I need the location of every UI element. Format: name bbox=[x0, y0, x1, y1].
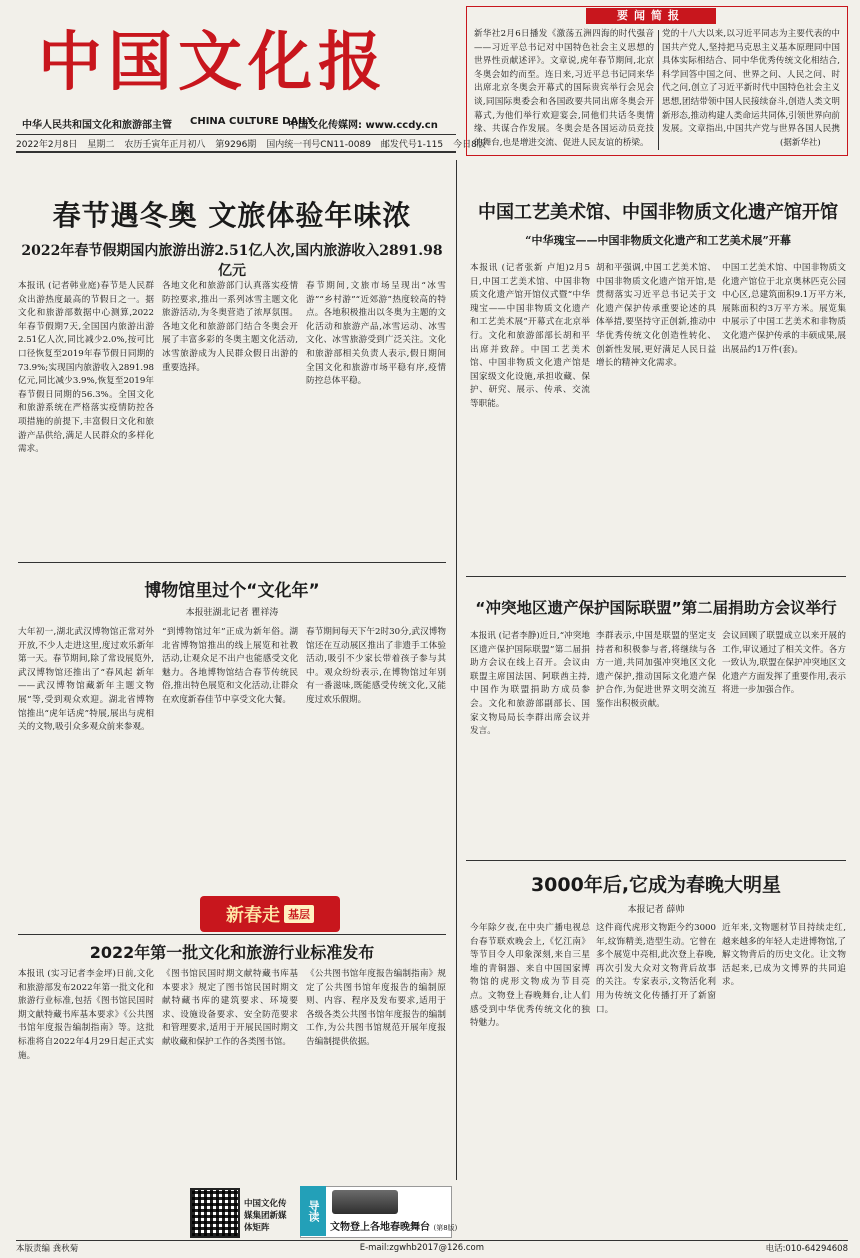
page-count: 今日8版 bbox=[453, 139, 486, 150]
guide-photo bbox=[332, 1190, 398, 1214]
masthead-title: 中国文化报 bbox=[38, 25, 388, 100]
footer-editor: 本版责编 龚秋菊 bbox=[16, 1244, 79, 1254]
briefs-header: 要闻简报 bbox=[586, 8, 716, 24]
standards-body-col-3: 《公共图书馆年度报告编制指南》规定了公共图书馆年度报告的编制原则、内容、程序及发布要求,适用于各级各类公共图书馆年度报告的编制工作,为公共图书馆规范开展年度报告编制提供依据。 bbox=[306, 969, 446, 1047]
weekday: 星期二 bbox=[87, 139, 115, 150]
craft-headline: 中国工艺美术馆、中国非物质文化遗产馆开馆 bbox=[478, 202, 838, 223]
museum-body-col-3: 春节期间每天下午2时30分,武汉博物馆还在互动展区推出了非遗手工体验活动,吸引不少家长带着孩子参与其中。观众纷纷表示,在博物馆过年别有一番滋味,既能感受传统文化,又能度过欢乐假期。 bbox=[306, 627, 446, 705]
guide-title[interactable] bbox=[330, 1218, 457, 1233]
footer bbox=[16, 1240, 848, 1255]
museum-body-col-1: 大年初一,湖北武汉博物馆正常对外开放,不少人走进这里,度过欢乐新年第一天。春节期间,除了常设展览外,武汉博物馆还推出了“春风起 新年——武汉博物馆藏新年主题文物展”等,受到观众欢迎。湖北省博物馆推出“虎年话虎”特展,展出与虎相关的文物,吸引众多观众前来参观。 bbox=[18, 627, 154, 733]
guide-page: (第8版) bbox=[433, 1224, 458, 1232]
tiger-byline: 本报记者 薛帅 bbox=[627, 905, 685, 915]
footer-phone: 电话:010-64294608 bbox=[765, 1244, 848, 1254]
craft-body-col-2: 胡和平强调,中国工艺美术馆、中国非物质文化遗产馆开馆,是贯彻落实习近平总书记关于文化遗产保护传承重要论述的具体举措,要坚持守正创新,推动中华优秀传统文化创造性转化、创新性发展,更好满足人民日益增长的精神文化需求。 bbox=[596, 263, 716, 369]
new-year-grassroots-banner bbox=[200, 896, 340, 932]
coalition-headline: “冲突地区遗产保护国际联盟”第二届捐助方会议举行 bbox=[475, 599, 837, 617]
briefs-source: (据新华社) bbox=[780, 138, 821, 148]
qr-label: 中国文化传媒集团新媒体矩阵 bbox=[244, 1199, 287, 1233]
lead-bottom-rule bbox=[18, 562, 446, 563]
date: 2022年2月8日 bbox=[16, 139, 78, 150]
lunar-date: 农历壬寅年正月初八 bbox=[124, 139, 206, 150]
briefs-divider bbox=[658, 30, 659, 150]
craft-bottom-rule bbox=[466, 576, 846, 577]
museum-byline: 本报驻湖北记者 瞿祥涛 bbox=[185, 608, 279, 618]
footer-email: E-mail:zgwhb2017@126.com bbox=[359, 1243, 485, 1253]
masthead-sponsor: 中华人民共和国文化和旅游部主管 bbox=[22, 120, 172, 131]
museum-headline: 博物馆里过个“文化年” bbox=[144, 581, 320, 601]
briefs-col-1: 新华社2月6日播发《激荡五洲四海的时代强音——习近平总书记对中国特色社会主义思想的世界性贡献述评》。文章说,虎年春节期间,北京冬奥会如约而至。连日来,习近平总书记同来华出席北京冬奥会开幕式的国际贵宾举行会见会谈,同国际奥委会和各国政要共同出席冬奥会开幕式,为他们举行欢迎宴会,同他们共话冬奥情缘、共谋合作发展。冬奥会是各国运动员竞技的舞台,也是增进交流、促进人民友谊的桥梁。 bbox=[474, 29, 654, 148]
masthead-website: 中国文化传媒网: www.ccdy.cn bbox=[288, 120, 438, 131]
dateline bbox=[16, 134, 486, 153]
tiger-body-col-2: 这件商代虎形文物距今约3000年,纹饰精美,造型生动。它曾在多个展览中亮相,此次登上春晚,再次引发大众对文物背后故事的关注。专家表示,文物活化利用为传统文化传播打开了新窗口。 bbox=[596, 923, 716, 1015]
lead-subheadline: 2022年春节假期国内旅游出游2.51亿人次,国内旅游收入2891.98亿元 bbox=[21, 243, 443, 279]
tiger-body-col-1: 今年除夕夜,在中央广播电视总台春节联欢晚会上,《忆江南》等节目令人印象深刻,来自三星堆的青铜器、来自中国国家博物馆的虎形文物成为节目亮点。文物登上春晚舞台,让人们感受到中华优秀传统文化的独特魅力。 bbox=[470, 923, 590, 1029]
qr-code[interactable] bbox=[190, 1188, 240, 1238]
museum-bottom-rule bbox=[18, 934, 446, 935]
lead-body-col-1: 本报讯 (记者韩业庭)春节是人民群众出游热度最高的节假日之一。据文化和旅游部数据中心测算,2022年春节假期7天,全国国内旅游出游2.51亿人次,同比减少2.0%,按可比口径恢复至2019年春节假日同期的73.9%;实现国内旅游收入2891.98亿元,同比减少3.9%,恢复至2019年春节假日同期的56.3%。全国文化和旅游系统在严格落实疫情防控各项措施的前提下,丰富假日文化和旅游产品供给,满足人民群众的多样化需求。 bbox=[18, 281, 154, 455]
museum-body-col-2: “到博物馆过年”正成为新年俗。湖北省博物馆推出的线上展览和社教活动,让观众足不出户也能感受文化魅力。各地博物馆结合春节传统民俗,推出特色展览和文化活动,让群众在欢度新春佳节中享受文化大餐。 bbox=[162, 627, 298, 705]
tiger-body-col-3: 近年来,文物题材节目持续走红,越来越多的年轻人走进博物馆,了解文物背后的历史文化。让文物活起来,已成为文博界的共同追求。 bbox=[722, 923, 846, 988]
issue-number: 第9296期 bbox=[215, 139, 257, 150]
standards-headline: 2022年第一批文化和旅游行业标准发布 bbox=[89, 943, 375, 962]
lead-headline: 春节遇冬奥 文旅体验年味浓 bbox=[52, 199, 412, 232]
craft-body-col-3: 中国工艺美术馆、中国非物质文化遗产馆位于北京奥林匹克公园中心区,总建筑面积9.1万平方米,展陈面积约3万平方米。展览集中展示了中国工艺美术和非物质文化遗产保护传承的丰硕成果,展出展品约1万件(套)。 bbox=[722, 263, 846, 355]
coalition-body-col-1: 本报讯 (记者李静)近日,“冲突地区遗产保护国际联盟”第二届捐助方会议在线上召开。会议由联盟主席国法国、阿联酋主持,中国作为联盟捐助方成员参会。文化和旅游部副部长、国家文物局局长李群出席会议并发言。 bbox=[470, 631, 590, 737]
craft-body-col-1: 本报讯 (记者张新 卢旭)2月5日,中国工艺美术馆、中国非物质文化遗产馆开馆仪式暨“中华瑰宝——中国非物质文化遗产和工艺美术展”开幕式在北京举行。文化和旅游部部长胡和平出席并致辞。中国工艺美术馆、中国非物质文化遗产馆是国家级文化设施,承担收藏、保护、研究、展示、传承、交流等职能。 bbox=[470, 263, 590, 409]
banner-tag: 基层 bbox=[284, 905, 314, 923]
guide-title-text: 文物登上各地春晚舞台 bbox=[330, 1222, 430, 1233]
masthead-english: CHINA CULTURE DAILY bbox=[190, 116, 314, 127]
standards-body-col-2: 《图书馆民国时期文献特藏书库基本要求》规定了图书馆民国时期文献特藏书库的建筑要求、环境要求、设施设备要求、安全防范要求和管理要求,适用于开展民国时期文献收藏和保护工作的各类图书馆。 bbox=[162, 969, 298, 1047]
banner-main-text: 新春走 bbox=[226, 905, 280, 926]
standards-body-col-1: 本报讯 (实习记者李金坪)日前,文化和旅游部发布2022年第一批文化和旅游行业标准,包括《图书馆民国时期文献特藏书库基本要求》《公共图书馆年度报告编制指南》等。这批标准将自2022年4月29日起正式实施。 bbox=[18, 969, 154, 1061]
main-column-divider bbox=[456, 160, 457, 1180]
tiger-headline: 3000年后,它成为春晚大明星 bbox=[530, 874, 782, 896]
coalition-bottom-rule bbox=[466, 860, 846, 861]
coalition-body-col-2: 李群表示,中国是联盟的坚定支持者和积极参与者,将继续与各方一道,共同加强冲突地区文化遗产保护,推动国际文化遗产保护合作,为促进世界文明交流互鉴作出积极贡献。 bbox=[596, 631, 716, 709]
briefs-col-2: 党的十八大以来,以习近平同志为主要代表的中国共产党人,坚持把马克思主义基本原理同中国具体实际相结合、同中华优秀传统文化相结合,科学回答中国之问、世界之问、人民之问、时代之问,创立了习近平新时代中国特色社会主义思想,团结带领中国人民接续奋斗,创造人类文明新形态,推动构建人类命运共同体,引领世界向前发展。文章指出,中国共产党与世界各国人民携 bbox=[662, 29, 840, 135]
lead-body-col-2: 各地文化和旅游部门认真落实疫情防控要求,推出一系列冰雪主题文化旅游活动,为冬奥营造了浓厚氛围。各地文化和旅游部门结合冬奥会开展了丰富多彩的冬奥主题文化活动,冰雪旅游成为人民群众假日出游的重要选择。 bbox=[162, 281, 298, 373]
guide-tag: 导读 bbox=[300, 1186, 326, 1236]
cn-number: 国内统一刊号CN11-0089 bbox=[266, 139, 371, 150]
craft-subheadline: “中华瑰宝——中国非物质文化遗产和工艺美术展”开幕 bbox=[525, 234, 791, 247]
lead-body-col-3: 春节期间,文旅市场呈现出“冰雪游”“乡村游”“近郊游”热度较高的特点。各地积极推出以冬奥为主题的文化活动和旅游产品,冰雪运动、冰雪文化、冰雪旅游受到广泛关注。文化和旅游部相关负责人表示,假日期间全国文化和旅游市场平稳有序,疫情防控总体平稳。 bbox=[306, 281, 446, 387]
coalition-body-col-3: 会议回顾了联盟成立以来开展的工作,审议通过了相关文件。各方一致认为,联盟在保护冲突地区文化遗产方面发挥了重要作用,表示将进一步加强合作。 bbox=[722, 631, 846, 696]
postal-code: 邮发代号1-115 bbox=[380, 139, 444, 150]
